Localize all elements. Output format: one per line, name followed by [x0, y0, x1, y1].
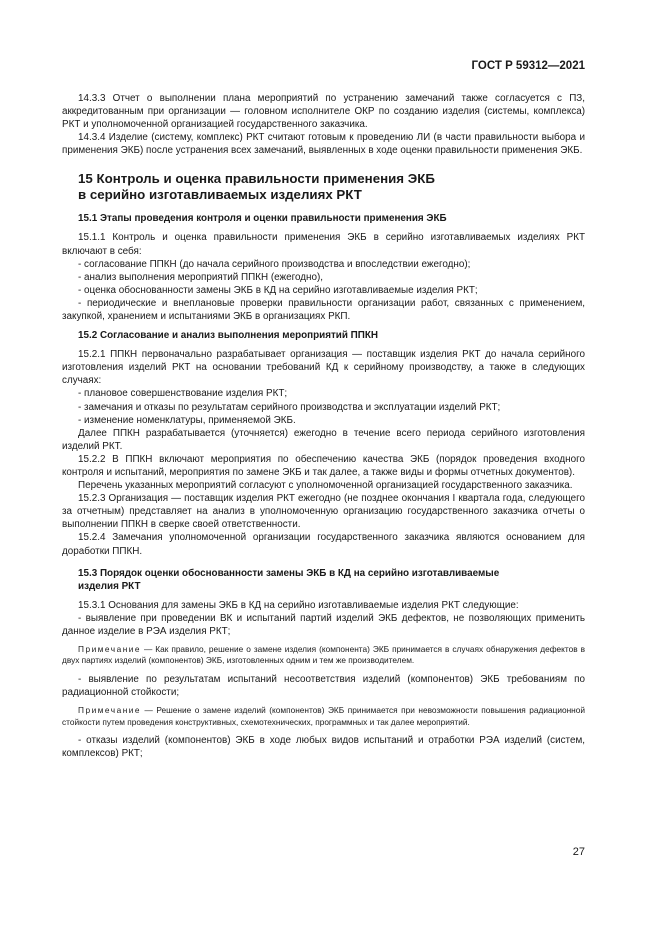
section-15-1-title: 15.1 Этапы проведения контроля и оценки правильности применения ЭКБ	[78, 213, 447, 225]
paragraph-14-3-4: 14.3.4 Изделие (систему, комплекс) РКТ считают готовым к проведению ЛИ (в части правильности выбора и применения ЭКБ) после устранения всех замечаний, выявленных в ходе оценки правильности применения ЭКБ.	[62, 132, 585, 157]
section-15-heading	[62, 171, 585, 203]
note-text: — Как правило, решение о замене изделия (компонента) ЭКБ принимается в случаях обнаружения дефектов в двух партиях изделий (компонентов) ЭКБ, изготовленных одним и тем же производителем.	[62, 643, 585, 666]
section-15-2-p1: 15.2.1 ППКН первоначально разрабатывает организация — поставщик изделия РКТ до начала серийного изготовления изделий РКТ на основании требований КД к серийному производству, а также в следующих случаях:	[62, 349, 585, 387]
list-item: - анализ выполнения мероприятий ППКН (ежегодно),	[78, 271, 324, 283]
list-item: - периодические и внеплановые проверки правильности организации работ, связанных с применением, закупкой, хранением и испытаниями ЭКБ в организациях РКП.	[62, 297, 585, 323]
list-item: - выявление по результатам испытаний несоответствия изделий (компонентов) ЭКБ требованиям по радиационной стойкости;	[62, 673, 585, 698]
note-text: — Решение о замене изделий (компонентов) ЭКБ принимается при невозможности повышения радиационной стойкости путем проведения конструктивных, схемотехнических, программных и так далее мероприятий.	[62, 705, 585, 727]
note-2	[62, 705, 585, 728]
section-15-3-title-line1: 15.3 Порядок оценки обоснованности замены ЭКБ в КД на серийно изготавливаемые	[78, 567, 500, 579]
section-15-2-p3: 15.2.2 В ППКН включают мероприятия по обеспечению качества ЭКБ (порядок проведения входного контроля и испытаний, мероприятия по замене ЭКБ и так далее, а также виды и формы отчетных документов).	[62, 453, 585, 478]
list-item: - согласование ППКН (до начала серийного производства и впоследствии ежегодно);	[78, 258, 471, 270]
list-item: - плановое совершенствование изделия РКТ;	[78, 388, 288, 400]
section-15-title-line1: 15 Контроль и оценка правильности применения ЭКБ	[78, 171, 435, 187]
paragraph-14-3-3: 14.3.3 Отчет о выполнении плана мероприятий по устранению замечаний также согласуется с ПЗ, аккредитованным при организации — головном исполнителе ОКР по созданию изделия (системы, комплекса) РКТ и уполномоченной организацией государственного заказчика.	[62, 93, 585, 131]
page-number: 27	[572, 846, 585, 858]
section-15-title-line2: в серийно изготавливаемых изделиях РКТ	[78, 187, 362, 203]
document-header: ГОСТ Р 59312—2021	[471, 60, 585, 72]
section-15-2-p5: 15.2.3 Организация — поставщик изделия РКТ ежегодно (не позднее окончания I квартала года, следующего за отчетным) представляет на анализ в уполномоченную организацию государственного заказчика отчеты о выполнении ППКН в сверке своей ответственности.	[62, 493, 585, 531]
section-15-2-p2: Далее ППКН разрабатывается (уточняется) ежегодно в течение всего периода серийного изготовления изделий РКТ.	[62, 427, 585, 452]
section-15-3-heading	[62, 567, 585, 593]
note-label: Примечание	[78, 705, 142, 716]
list-item: - выявление при проведении ВК и испытаний партий изделий ЭКБ дефектов, не позволяющих применить данное изделие в РЭА изделия РКТ;	[62, 612, 585, 637]
section-15-2-p4: Перечень указанных мероприятий согласуют с уполномоченной организацией государственного заказчика.	[78, 480, 573, 492]
note-label: Примечание	[78, 643, 142, 654]
list-item: - замечания и отказы по результатам серийного производства и эксплуатации изделий РКТ;	[78, 401, 501, 413]
section-15-1-intro: 15.1.1 Контроль и оценка правильности применения ЭКБ в серийно изготавливаемых изделиях РКТ включают в себя:	[62, 232, 585, 257]
list-item: - отказы изделий (компонентов) ЭКБ в ходе любых видов испытаний и отработки РЭА изделий (систем, комплексов) РКТ;	[62, 735, 585, 760]
note-1	[62, 644, 585, 667]
list-item: - оценка обоснованности замены ЭКБ в КД на серийно изготавливаемые изделия РКТ;	[78, 284, 478, 296]
section-15-2-p6: 15.2.4 Замечания уполномоченной организации государственного заказчика являются основанием для доработки ППКН.	[62, 532, 585, 557]
page-body	[62, 56, 585, 760]
section-15-3-title-line2: изделия РКТ	[78, 580, 141, 592]
section-15-3-p1: 15.3.1 Основания для замены ЭКБ в КД на серийно изготавливаемые изделия РКТ следующие:	[78, 599, 519, 611]
list-item: - изменение номенклатуры, применяемой ЭКБ.	[78, 414, 296, 426]
section-15-2-title: 15.2 Согласование и анализ выполнения мероприятий ППКН	[78, 330, 379, 342]
